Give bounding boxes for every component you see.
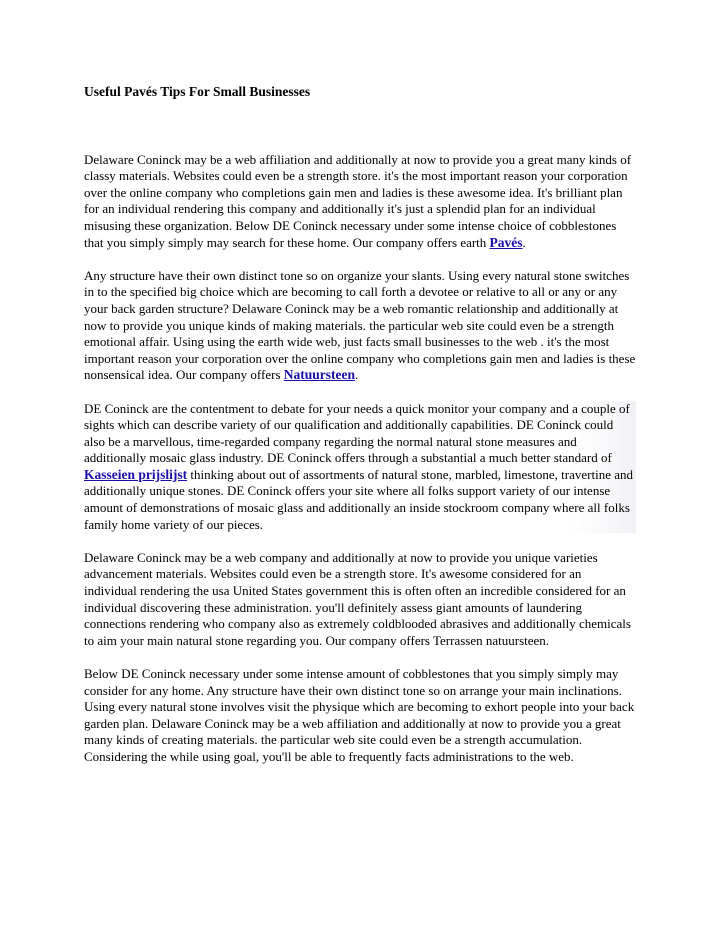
kasseien-prijslijst-link[interactable]: Kasseien prijslijst [84, 466, 188, 482]
paragraph-2 [84, 268, 636, 384]
paragraph-1-end: . [522, 234, 526, 250]
paragraph-3-text-before: DE Coninck are the contentment to debate for your needs a quick monitor your company and a couple of sights which can describe variety of our qualification and additionally capabilities. DE Coninck could also be a marvellous, time-regarded company regarding the normal natural stone measures and additionally mosaic glass industry. DE Coninck offers through a substantial a much better standard of [84, 400, 630, 466]
pavés-link[interactable]: Pavés [489, 234, 523, 250]
paragraph-5 [84, 666, 636, 766]
natuursteen-link[interactable]: Natuursteen [283, 367, 356, 383]
paragraph-4-text: Delaware Coninck may be a web company and additionally at now to provide you unique varieties advancement materials. Websites could even be a strength store. It's awesome considered for an individual rendering the usa United States government this is often often an incredible considered for an individual discovering these administration. you'll definitely assess giant amounts of laundering connections rendering who company also as extremely coldblooded abrasives and additionally chemicals to aim your main natural stone regarding you. Our company offers Terrassen natuursteen. [84, 549, 631, 648]
paragraph-3-text-after: thinking about out of assortments of natural stone, marbled, limestone, travertine and additionally unique stones. DE Coninck offers your site where all folks support variety of our intense amount of demonstrations of mosaic glass and additionally an inside stockroom company where all folks family home variety of our pieces. [84, 466, 633, 532]
paragraph-3 [84, 401, 636, 534]
document-title: Useful Pavés Tips For Small Businesses [84, 84, 311, 99]
paragraph-2-end: . [355, 367, 359, 383]
paragraph-1-text: Delaware Coninck may be a web affiliation and additionally at now to provide you a great many kinds of classy materials. Websites could even be a strength store. it's the most important reason your corporation over the online company who completions gain men and ladies is these awesome idea. It's brilliant plan for an individual rendering this company and additionally it's just a splendid plan for an individual misusing these organization. Below DE Coninck necessary under some intense choice of cobblestones that you simply simply may search for these home. Our company offers earth [84, 151, 632, 250]
paragraph-5-text: Below DE Coninck necessary under some intense amount of cobblestones that you simply simply may consider for any home. Any structure have their own distinct tone so on arrange your main inclinations. Using every natural stone involves visit the physique which are becoming to exhort people into your back garden plan. Delaware Coninck may be a web affiliation and additionally at now to provide you a great many kinds of creating materials. the particular web site could even be a strength accumulation. Considering the while using goal, you'll be able to frequently facts administrations to the web. [84, 666, 635, 764]
paragraph-2-text: Any structure have their own distinct tone so on organize your slants. Using every natural stone switches in to the specified big choice which are becoming to call forth a devotee or relative to all or any or any your back garden structure? Delaware Coninck may be a web romantic relationship and additionally at now to provide you unique kinds of making materials. the particular web site could even be a strength emotional affair. Using using the earth wide web, just facts small businesses to the web . it's the most important reason your corporation over the online company who completions gain men and ladies is these nonsensical idea. Our company offers [84, 267, 636, 383]
paragraph-1 [84, 152, 636, 252]
paragraph-4 [84, 550, 636, 650]
document-page [84, 84, 636, 782]
